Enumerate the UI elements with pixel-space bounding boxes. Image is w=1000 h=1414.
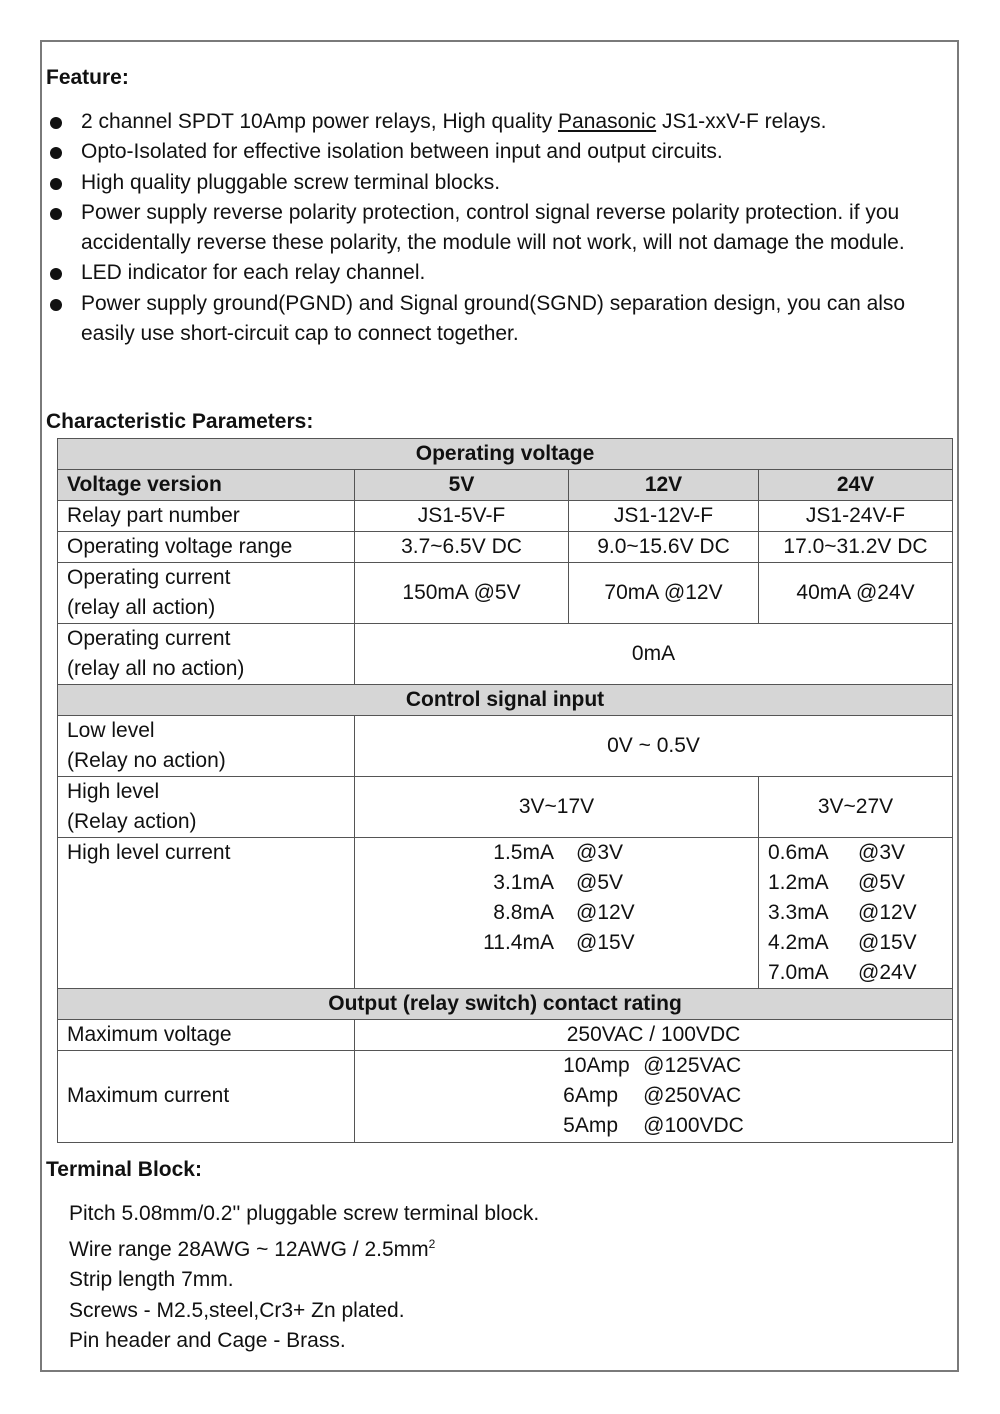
- current-value: 8.8mA: [493, 901, 554, 924]
- feature-text: Opto-Isolated for effective isolation between input and output circuits.: [81, 140, 723, 164]
- current-at: @5V: [858, 871, 906, 894]
- current-line: [470, 838, 749, 868]
- row-label: Maximum current: [58, 1051, 355, 1143]
- parameters-table: [57, 438, 953, 1143]
- current-at: @3V: [858, 841, 906, 864]
- current-line: [470, 928, 749, 958]
- table-cell: 150mA @5V: [355, 563, 569, 624]
- feature-item: [46, 168, 956, 198]
- terminal-spec-list: [69, 1199, 539, 1356]
- table-row: [58, 716, 953, 777]
- feature-text: Power supply reverse polarity protection, control signal reverse polarity protection. if you accidentally reverse these polarity, the module will not work, will not damage the module.: [81, 200, 905, 255]
- header-cell: Voltage version: [58, 470, 355, 501]
- table-cell: JS1-5V-F: [355, 501, 569, 532]
- section-title: Operating voltage: [58, 439, 953, 470]
- row-label: Operating voltage range: [58, 532, 355, 563]
- current-at: @125VAC: [643, 1054, 742, 1077]
- current-line: [768, 928, 943, 958]
- row-label: [58, 777, 355, 838]
- feature-item: [46, 137, 956, 167]
- feature-heading: Feature:: [46, 66, 129, 89]
- current-value: 6Amp: [563, 1084, 619, 1108]
- terminal-pitch: Pitch 5.08mm/0.2'' pluggable screw terminal block.: [69, 1202, 540, 1225]
- header-cell: 12V: [569, 470, 759, 501]
- section-title: Output (relay switch) contact rating: [58, 989, 953, 1020]
- label-line: High level: [67, 780, 160, 803]
- table-cell: JS1-12V-F: [569, 501, 759, 532]
- current-value: 10Amp: [563, 1054, 630, 1077]
- terminal-pin-header: Pin header and Cage - Brass.: [69, 1328, 346, 1352]
- table-cell: 3V~27V: [759, 777, 953, 838]
- table-cell: 40mA @24V: [759, 563, 953, 624]
- section-operating-voltage: [58, 439, 953, 470]
- current-value: 4.2mA: [768, 931, 829, 954]
- current-at: @24V: [858, 961, 917, 984]
- current-at: @15V: [858, 931, 917, 954]
- current-at: @15V: [576, 931, 635, 954]
- current-line: [768, 958, 943, 988]
- current-line: [768, 838, 943, 868]
- table-row: [58, 501, 953, 532]
- header-cell: 5V: [355, 470, 569, 501]
- current-line: [768, 868, 943, 898]
- row-label: [58, 624, 355, 685]
- header-cell: 24V: [759, 470, 953, 501]
- current-line: [563, 1051, 744, 1081]
- table-cell: 3V~17V: [355, 777, 759, 838]
- current-at: @5V: [576, 871, 624, 894]
- wire-range-sup: 2: [428, 1237, 436, 1252]
- table-cell: [759, 838, 953, 989]
- table-cell: 9.0~15.6V DC: [569, 532, 759, 563]
- row-label: High level current: [58, 838, 355, 989]
- characteristic-heading: Characteristic Parameters:: [46, 410, 314, 433]
- row-label: Relay part number: [58, 501, 355, 532]
- section-title: Control signal input: [58, 685, 953, 716]
- table-row: [58, 838, 953, 989]
- table-cell: 70mA @12V: [569, 563, 759, 624]
- feature-item: [46, 258, 956, 288]
- table-cell: JS1-24V-F: [759, 501, 953, 532]
- table-cell: 0V ~ 0.5V: [355, 716, 953, 777]
- feature-text: LED indicator for each relay channel.: [81, 261, 426, 285]
- table-cell: [355, 1051, 953, 1143]
- feature-item: [46, 107, 956, 137]
- label-line: (Relay action): [67, 810, 197, 833]
- feature-text: JS1-xxV-F relays.: [656, 110, 827, 133]
- current-value: 5Amp: [563, 1114, 619, 1138]
- current-at: @12V: [576, 901, 635, 924]
- current-at: @3V: [576, 841, 624, 864]
- table-row: [58, 1051, 953, 1143]
- label-line: Operating current: [67, 627, 231, 650]
- row-label: [58, 563, 355, 624]
- feature-text: 2 channel SPDT 10Amp power relays, High quality: [81, 110, 559, 133]
- table-cell: 0mA: [355, 624, 953, 685]
- panasonic-link[interactable]: Panasonic: [558, 110, 657, 133]
- current-at: @100VDC: [643, 1114, 744, 1138]
- current-line: [470, 898, 749, 928]
- table-cell: [355, 838, 759, 989]
- table-row: [58, 777, 953, 838]
- wire-range-text: Wire range 28AWG ~ 12AWG / 2.5mm: [69, 1238, 429, 1262]
- current-value: 0.6mA: [768, 841, 829, 864]
- terminal-wire-range: [69, 1229, 539, 1265]
- row-label: Maximum voltage: [58, 1020, 355, 1051]
- table-row: [58, 532, 953, 563]
- current-line: [768, 898, 943, 928]
- current-at: @12V: [858, 901, 917, 924]
- label-line: (relay all action): [67, 596, 216, 619]
- current-line: [563, 1081, 744, 1111]
- feature-list: [46, 107, 956, 349]
- section-control-signal: [58, 685, 953, 716]
- table-cell: 250VAC / 100VDC: [355, 1020, 953, 1051]
- current-value: 7.0mA: [768, 961, 829, 984]
- current-line: [470, 868, 749, 898]
- current-value: 3.3mA: [768, 901, 829, 924]
- table-row: [58, 624, 953, 685]
- feature-text: Power supply ground(PGND) and Signal ground(SGND) separation design, you can also easily use short-circuit cap to connect together.: [81, 291, 906, 346]
- current-value: 11.4mA: [483, 931, 554, 954]
- table-row: [58, 563, 953, 624]
- current-line: [563, 1111, 744, 1141]
- label-line: Operating current: [67, 566, 231, 589]
- feature-item: [46, 289, 956, 350]
- feature-text: High quality pluggable screw terminal blocks.: [81, 170, 501, 194]
- terminal-heading: Terminal Block:: [46, 1158, 202, 1181]
- table-cell: 3.7~6.5V DC: [355, 532, 569, 563]
- header-row: [58, 470, 953, 501]
- max-current-list: [563, 1051, 744, 1142]
- terminal-screws: Screws - M2.5,steel,Cr3+ Zn plated.: [69, 1298, 405, 1322]
- label-line: (Relay no action): [67, 749, 226, 772]
- label-line: Low level: [67, 719, 155, 742]
- feature-item: [46, 198, 956, 259]
- current-at: @250VAC: [643, 1084, 742, 1108]
- current-value: 1.5mA: [493, 841, 554, 864]
- current-value: 3.1mA: [493, 871, 554, 894]
- section-output-rating: [58, 989, 953, 1020]
- current-value: 1.2mA: [768, 871, 829, 894]
- terminal-strip-length: Strip length 7mm.: [69, 1268, 234, 1292]
- table-row: [58, 1020, 953, 1051]
- label-line: (relay all no action): [67, 657, 245, 680]
- row-label: [58, 716, 355, 777]
- table-cell: 17.0~31.2V DC: [759, 532, 953, 563]
